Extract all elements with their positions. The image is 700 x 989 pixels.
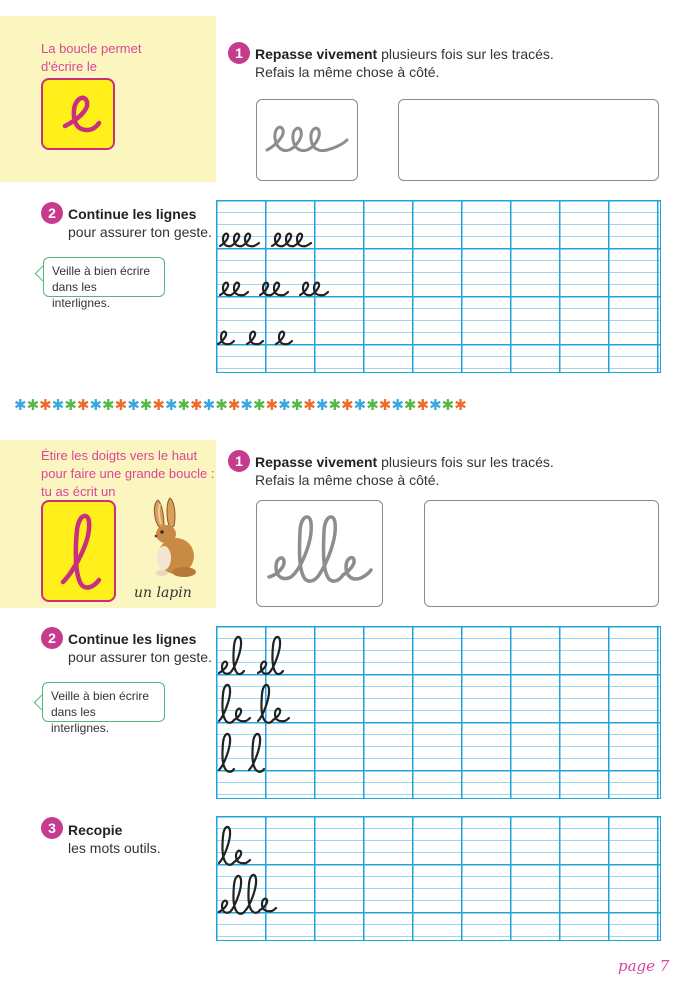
model-e-3 — [276, 332, 292, 345]
exercise-3-line2: les mots outils. — [68, 840, 161, 856]
exercise-3-instruction — [68, 821, 161, 857]
model-el-1 — [219, 637, 244, 674]
exercise-2-instruction — [68, 205, 212, 241]
exercise-1b-badge: 1 — [228, 450, 250, 472]
practice-box-l[interactable] — [424, 500, 659, 607]
exercise-1b-line2: Refais la même chose à côté. — [255, 472, 440, 488]
tip-bubble: Veille à bien écrire dans les interlignes. — [43, 257, 165, 297]
model-l-1 — [219, 734, 234, 772]
tip-bubble-2: Veille à bien écrire dans les interlignes. — [42, 682, 165, 722]
model-el-2 — [258, 637, 283, 674]
rabbit-icon — [140, 496, 200, 578]
practice-box-e[interactable] — [398, 99, 659, 181]
model-ee-3 — [300, 283, 328, 296]
model-e-2 — [247, 332, 263, 345]
letter-card-e — [41, 78, 115, 150]
exercise-1-line2: Refais la même chose à côté. — [255, 64, 440, 80]
model-l-2 — [249, 734, 264, 772]
exercise-1-instruction — [255, 45, 554, 81]
rabbit-caption: un lapin — [134, 585, 192, 601]
exercise-2b-bold: Continue les lignes — [68, 631, 197, 647]
exercise-1-bold: Repasse vivement — [255, 46, 378, 62]
model-words — [216, 816, 661, 941]
model-le-1 — [219, 685, 250, 723]
exercise-3-bold: Recopie — [68, 822, 123, 838]
intro-text-l: Étire les doigts vers le haut pour faire une grande boucle : tu as écrit un — [41, 448, 215, 499]
model-e-1 — [218, 332, 234, 345]
trace-model-box-e — [256, 99, 358, 181]
model-eee-2 — [272, 234, 311, 247]
exercise-2-line2: pour assurer ton geste. — [68, 224, 212, 240]
cursive-e-glyph — [43, 80, 117, 152]
exercise-2-bold: Continue les lignes — [68, 206, 197, 222]
exercise-1b-bold: Repasse vivement — [255, 454, 378, 470]
model-word-elle — [219, 875, 276, 914]
exercise-2b-line2: pour assurer ton geste. — [68, 649, 212, 665]
trace-model-box-l — [256, 500, 383, 607]
exercise-2b-instruction — [68, 630, 212, 666]
model-eee-1 — [220, 234, 259, 247]
model-lines-e — [216, 200, 661, 373]
exercise-2b-badge: 2 — [41, 627, 63, 649]
intro-text-e: La boucle permet d'écrire le — [41, 41, 142, 74]
model-lines-l — [216, 626, 661, 799]
exercise-3-badge: 3 — [41, 817, 63, 839]
exercise-1-badge: 1 — [228, 42, 250, 64]
trace-elle-glyph — [257, 501, 384, 608]
page-number: page 7 — [618, 957, 670, 975]
exercise-1b-rest: plusieurs fois sur les tracés. — [377, 454, 554, 470]
model-le-2 — [258, 685, 289, 723]
exercise-1-rest: plusieurs fois sur les tracés. — [377, 46, 554, 62]
cursive-l-glyph — [43, 502, 118, 604]
trace-eee-glyph — [257, 100, 359, 182]
exercise-1b-instruction — [255, 453, 554, 489]
model-ee-1 — [220, 283, 248, 296]
model-word-le — [219, 827, 250, 865]
exercise-2-badge: 2 — [41, 202, 63, 224]
star-divider: ✱✱✱✱✱✱✱✱✱✱✱✱✱✱✱✱✱✱✱✱✱✱✱✱✱✱✱✱✱✱✱✱✱✱✱✱ — [14, 397, 467, 414]
model-ee-2 — [260, 283, 288, 296]
letter-card-l — [41, 500, 116, 602]
